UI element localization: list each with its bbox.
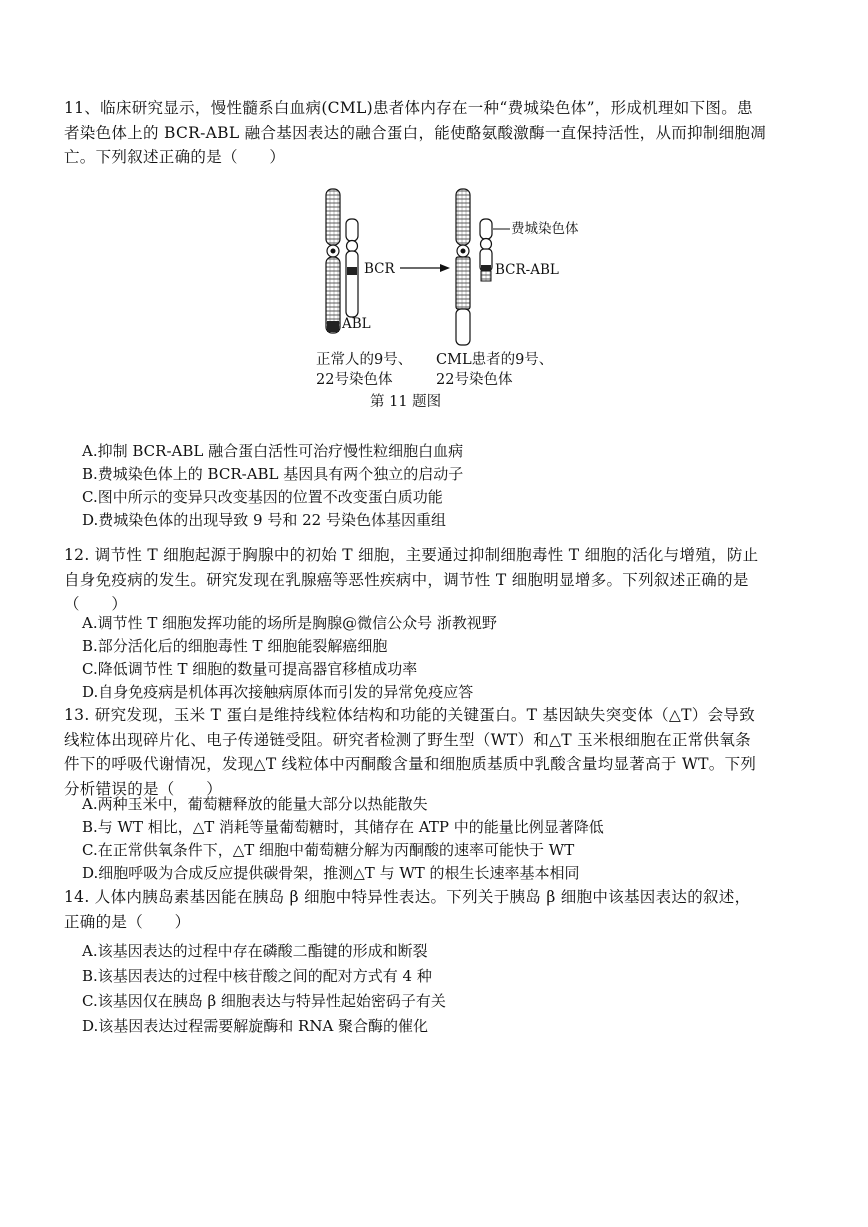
question-14-stem bbox=[64, 885, 809, 934]
normal-chromosome-22 bbox=[346, 219, 358, 317]
caption-cml bbox=[436, 350, 553, 390]
chromosome-figure bbox=[300, 185, 600, 415]
option-d: D.细胞呼吸为合成反应提供碳骨架，推测△T 与 WT 的根生长速率基本相同 bbox=[82, 864, 580, 882]
stem-line: 正确的是（ ） bbox=[64, 912, 191, 931]
option-a: A.调节性 T 细胞发挥功能的场所是胸腺@微信公众号 浙教视野 bbox=[82, 614, 497, 632]
stem-line: 线粒体出现碎片化、电子传递链受阻。研究者检测了野生型（WT）和△T 玉米根细胞在正常供氧条 bbox=[64, 730, 751, 749]
bcr-abl-label: BCR-ABL bbox=[495, 262, 559, 278]
option-d: D.自身免疫病是机体再次接触病原体而引发的异常免疫应答 bbox=[82, 683, 474, 701]
figure-title: 第 11 题图 bbox=[370, 394, 442, 410]
option-c: C.在正常供氧条件下，△T 细胞中葡萄糖分解为丙酮酸的速率可能快于 WT bbox=[82, 841, 575, 859]
question-13-stem bbox=[64, 703, 809, 801]
bcr-label: BCR bbox=[364, 261, 395, 277]
option-a: A.该基因表达的过程中存在磷酸二酯键的形成和断裂 bbox=[82, 942, 428, 960]
caption-line: 22号染色体 bbox=[316, 372, 393, 388]
option-c: C.图中所示的变异只改变基因的位置不改变蛋白质功能 bbox=[82, 488, 443, 506]
question-12-options bbox=[82, 612, 497, 704]
stem-line: 亡。下列叙述正确的是（ ） bbox=[64, 148, 286, 166]
philadelphia-label: 费城染色体 bbox=[511, 221, 579, 237]
caption-line: CML患者的9号、 bbox=[436, 352, 554, 368]
caption-normal bbox=[316, 350, 412, 390]
option-a: A.抑制 BCR-ABL 融合蛋白活性可治疗慢性粒细胞白血病 bbox=[82, 442, 464, 460]
stem-line: 者染色体上的 BCR-ABL 融合基因表达的融合蛋白，能使酪氨酸激酶一直保持活性，从而抑制细胞凋 bbox=[64, 123, 767, 142]
arrow-icon bbox=[400, 264, 450, 272]
caption-line: 22号染色体 bbox=[436, 372, 513, 388]
question-12-stem bbox=[64, 543, 809, 617]
option-a: A.两种玉米中，葡萄糖释放的能量大部分以热能散失 bbox=[82, 795, 428, 813]
option-d: D.费城染色体的出现导致 9 号和 22 号染色体基因重组 bbox=[82, 511, 446, 529]
stem-line: 11、临床研究显示，慢性髓系白血病(CML)患者体内存在一种“费城染色体”，形成机理如下图。患 bbox=[64, 99, 753, 117]
stem-line: 分析错误的是（ ） bbox=[64, 779, 223, 798]
abl-label: ABL bbox=[342, 316, 371, 332]
stem-line: 13. 研究发现，玉米 T 蛋白是维持线粒体结构和功能的关键蛋白。T 基因缺失突变体（△T）会导致 bbox=[64, 706, 755, 724]
stem-line: 件下的呼吸代谢情况，发现△T 线粒体中丙酮酸含量和细胞质基质中乳酸含量均显著高于 WT。下列 bbox=[64, 755, 757, 773]
option-b: B.费城染色体上的 BCR-ABL 基因具有两个独立的启动子 bbox=[82, 465, 464, 483]
question-13-options bbox=[82, 793, 604, 885]
stem-line: 自身免疫病的发生。研究发现在乳腺癌等恶性疾病中，调节性 T 细胞明显增多。下列叙述正确的是 bbox=[64, 570, 749, 589]
question-14-options bbox=[82, 940, 446, 1038]
stem-line: 14. 人体内胰岛素基因能在胰岛 β 细胞中特异性表达。下列关于胰岛 β 细胞中该基因表达的叙述， bbox=[64, 888, 751, 906]
philadelphia-chromosome bbox=[480, 219, 492, 281]
question-11-stem bbox=[64, 96, 809, 170]
option-b: B.该基因表达的过程中核苷酸之间的配对方式有 4 种 bbox=[82, 967, 432, 985]
option-c: C.降低调节性 T 细胞的数量可提高器官移植成功率 bbox=[82, 660, 418, 678]
stem-line: （ ） bbox=[64, 595, 128, 613]
option-c: C.该基因仅在胰岛 β 细胞表达与特异性起始密码子有关 bbox=[82, 992, 446, 1010]
option-b: B.与 WT 相比，△T 消耗等量葡萄糖时，其储存在 ATP 中的能量比例显著降低 bbox=[82, 818, 604, 836]
question-11-options bbox=[82, 440, 463, 532]
option-d: D.该基因表达过程需要解旋酶和 RNA 聚合酶的催化 bbox=[82, 1017, 429, 1035]
caption-line: 正常人的9号、 bbox=[316, 352, 413, 368]
normal-chromosome-9 bbox=[326, 189, 340, 333]
option-b: B.部分活化后的细胞毒性 T 细胞能裂解癌细胞 bbox=[82, 637, 388, 655]
stem-line: 12. 调节性 T 细胞起源于胸腺中的初始 T 细胞，主要通过抑制细胞毒性 T 细胞的活化与增殖，防止 bbox=[64, 546, 759, 564]
cml-chromosome-9 bbox=[456, 189, 470, 345]
